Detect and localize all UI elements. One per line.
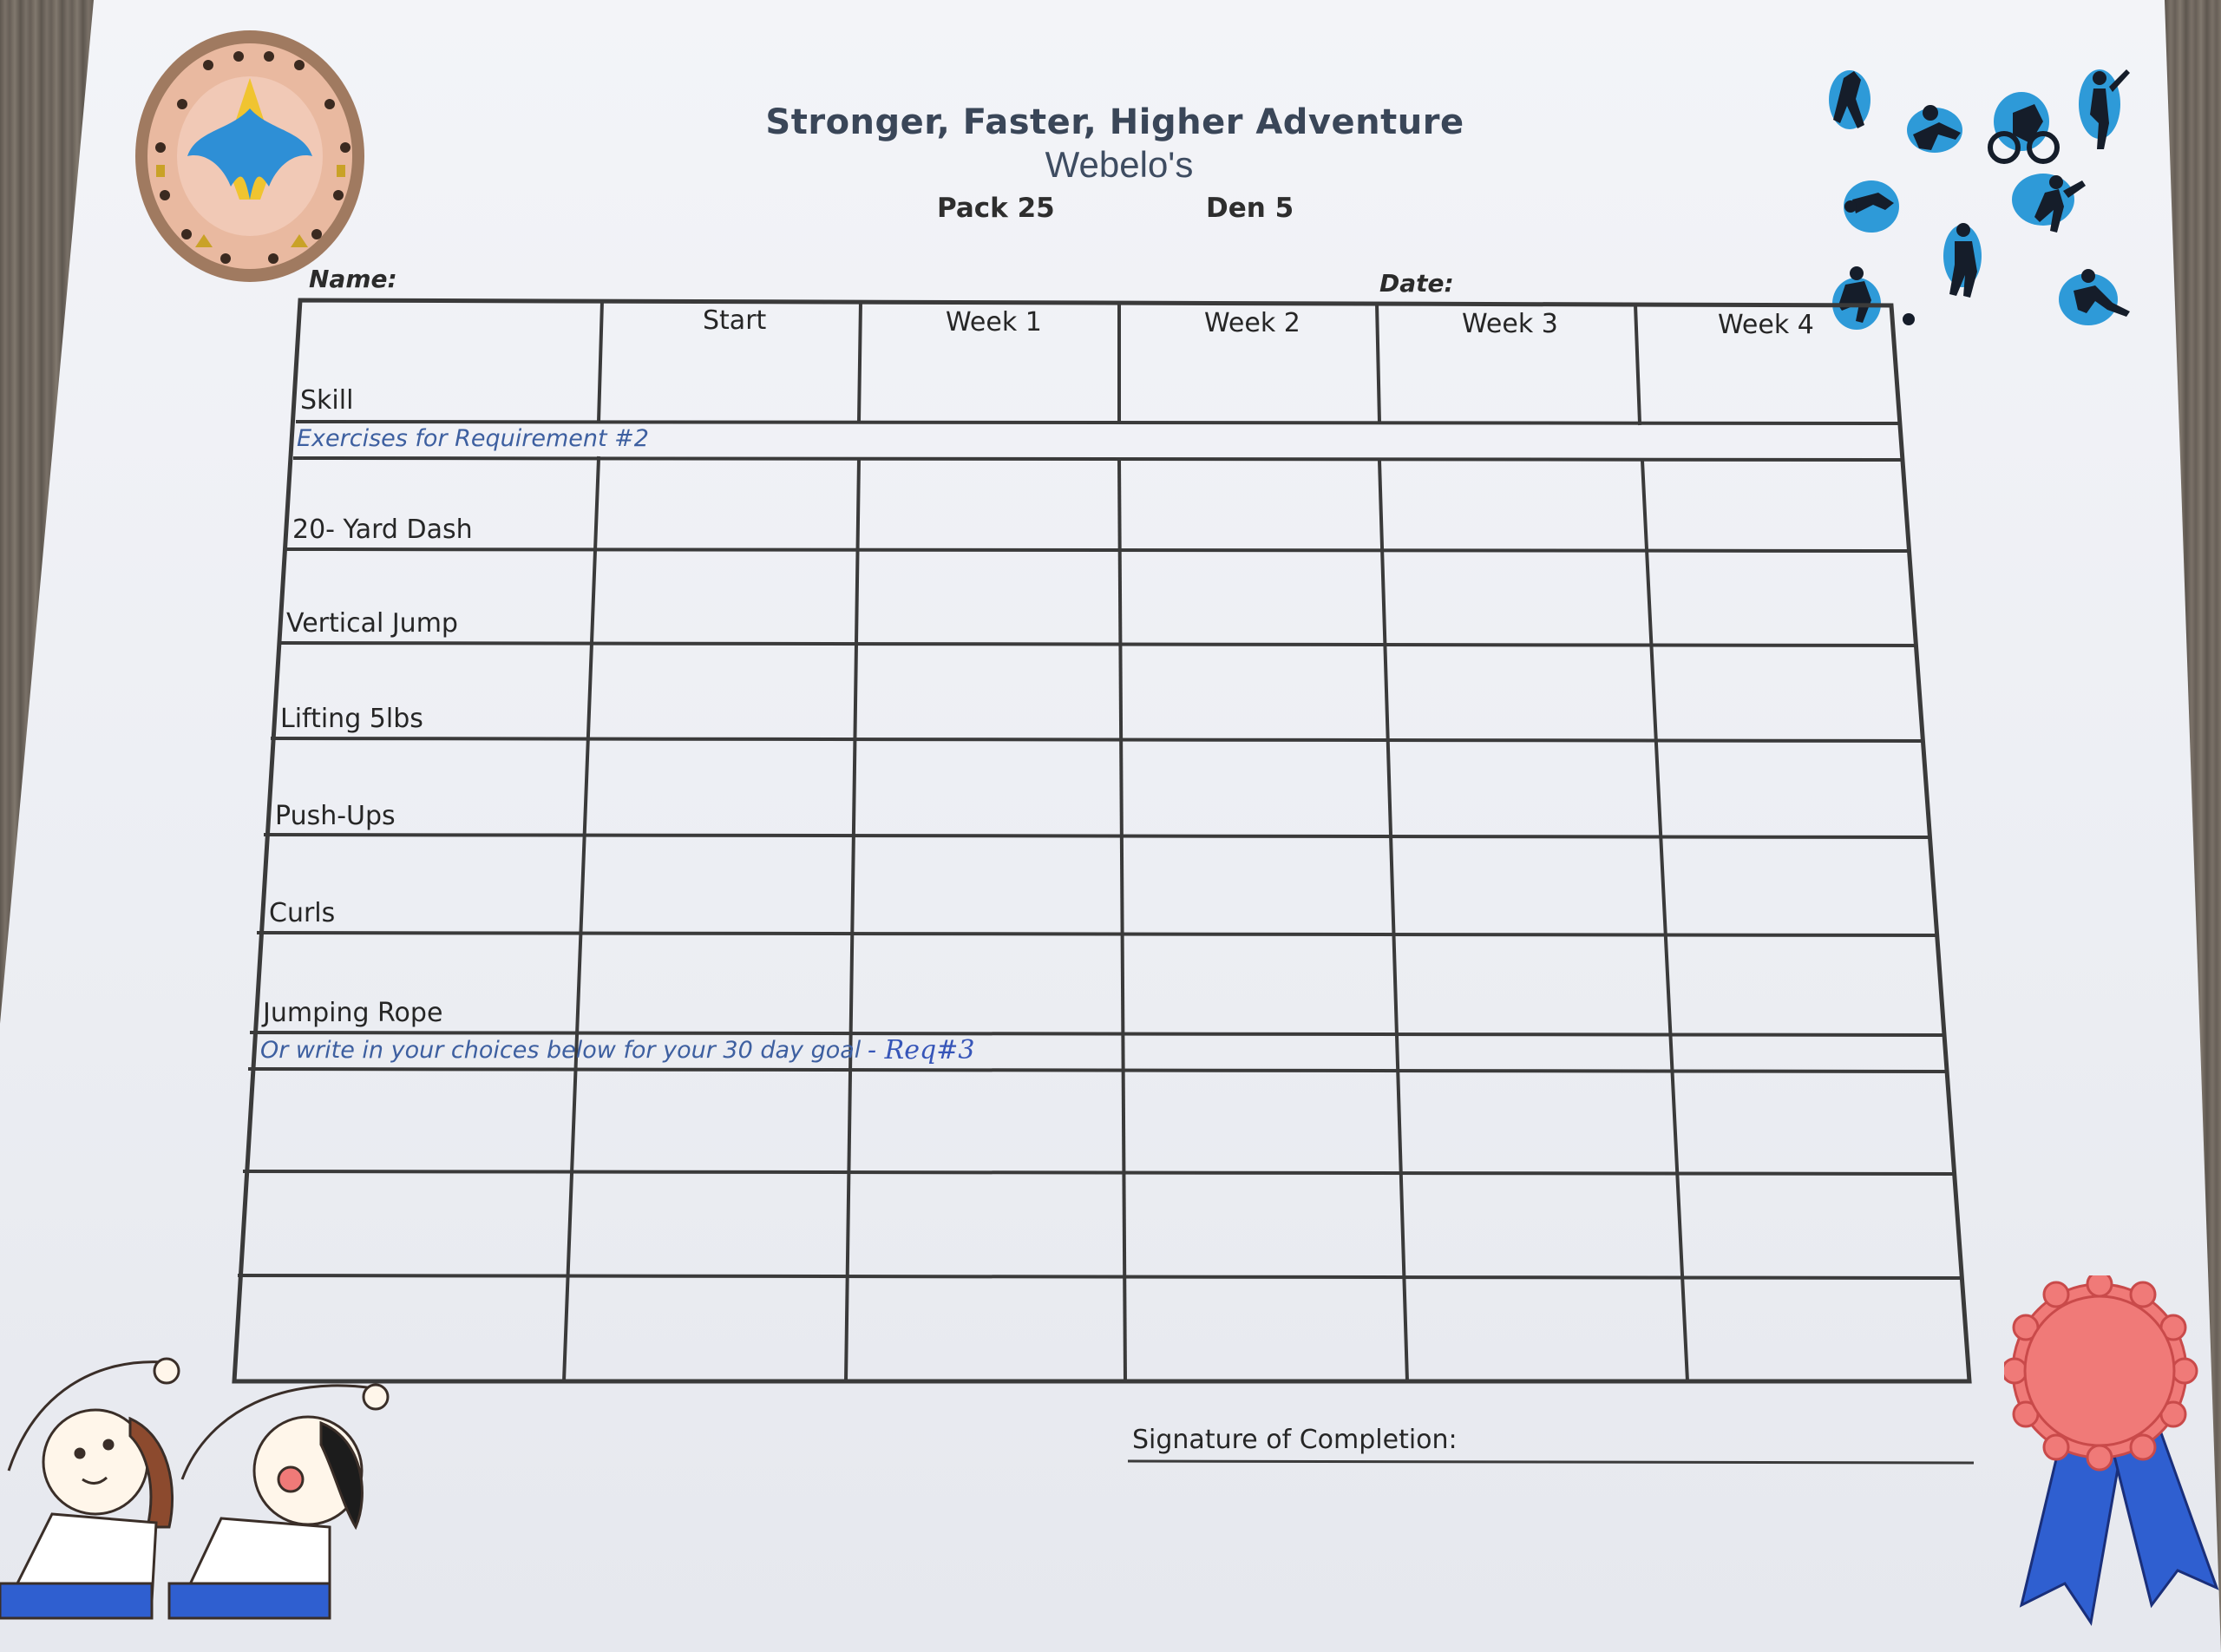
pack-number: Pack 25 (937, 193, 1055, 224)
name-label: Name: (309, 265, 397, 293)
requirement-2-note: Exercises for Requirement #2 (297, 425, 649, 452)
skill-row-label: 20- Yard Dash (292, 515, 473, 545)
skill-row-label: Jumping Rope (263, 998, 443, 1028)
stretching-kids-icon (0, 1341, 399, 1644)
skill-row-label: Vertical Jump (286, 608, 458, 639)
signature-line (1128, 1461, 1974, 1463)
page-title: Stronger, Faster, Higher Adventure (765, 102, 1464, 142)
column-header-week-2: Week 2 (1204, 308, 1300, 338)
skill-row-label: Curls (269, 898, 336, 928)
award-ribbon-icon (2004, 1275, 2221, 1640)
skill-header: Skill (300, 385, 354, 416)
handwritten-req-note: - Req#3 (868, 1035, 975, 1065)
column-header-week-4: Week 4 (1718, 310, 1814, 340)
page-subtitle: Webelo's (1045, 144, 1194, 185)
column-header-week-1: Week 1 (946, 307, 1042, 338)
column-header-week-3: Week 3 (1462, 309, 1558, 339)
skill-row-label: Lifting 5lbs (280, 704, 423, 734)
date-label: Date: (1379, 269, 1454, 298)
column-header-start: Start (703, 305, 767, 336)
write-in-choices-note: Or write in your choices below for your 30 day goal (260, 1037, 862, 1064)
den-number: Den 5 (1206, 193, 1294, 224)
skill-row-label: Push-Ups (275, 801, 396, 831)
signature-label: Signature of Completion: (1132, 1425, 1458, 1455)
